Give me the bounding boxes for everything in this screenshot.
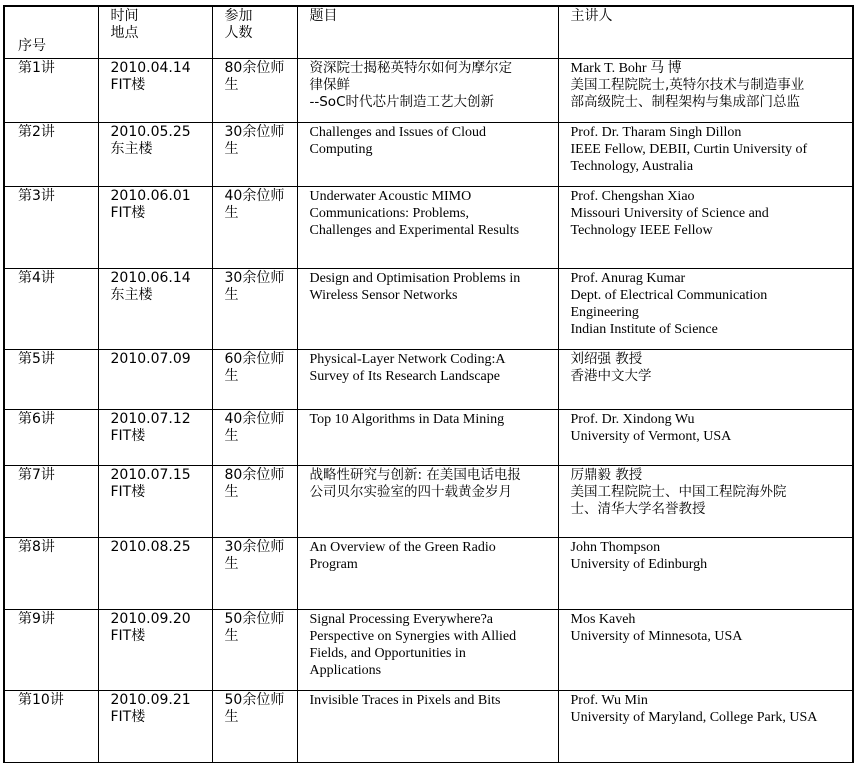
attendance-cell	[212, 269, 297, 350]
topic-cell	[297, 350, 558, 410]
lecture-date: 2010.06.14	[110, 270, 191, 286]
lecture-number-cell	[4, 350, 98, 410]
speaker-cell	[558, 466, 853, 538]
lecture-number: 第2讲	[18, 124, 55, 140]
lecture-number-cell	[4, 410, 98, 466]
speaker-line: 刘绍强 教授	[570, 351, 643, 367]
attendance-cell	[212, 123, 297, 187]
lecture-number: 第8讲	[18, 539, 55, 555]
topic-line: 资深院士揭秘英特尔如何为摩尔定	[309, 60, 512, 76]
table-row	[4, 350, 853, 410]
time-place-cell	[98, 691, 212, 763]
speaker-line: Mos Kaveh	[570, 612, 636, 627]
speaker-line: Prof. Dr. Tharam Singh Dillon	[570, 125, 742, 140]
lecture-date: 2010.04.14	[110, 60, 191, 76]
lecture-number: 第6讲	[18, 411, 55, 427]
speaker-line: Dept. of Electrical Communication	[570, 288, 768, 303]
topic-line: Computing	[309, 142, 373, 157]
speaker-cell	[558, 691, 853, 763]
header-no: 序号	[4, 6, 98, 59]
topic-cell	[297, 538, 558, 610]
lecture-place: 东主楼	[110, 287, 153, 303]
attendance-cell	[212, 610, 297, 691]
attendance-count: 50余位师生	[224, 611, 285, 644]
speaker-cell	[558, 269, 853, 350]
lecture-number: 第10讲	[18, 692, 64, 708]
header-speaker: 主讲人	[558, 6, 853, 59]
attendance-count: 40余位师生	[224, 188, 285, 221]
speaker-cell	[558, 410, 853, 466]
speaker-line: University of Minnesota, USA	[570, 629, 743, 644]
topic-line: 律保鲜	[309, 77, 350, 93]
topic-line: An Overview of the Green Radio	[309, 540, 496, 555]
lecture-place: FIT楼	[110, 205, 146, 221]
lecture-number-cell	[4, 123, 98, 187]
lecture-number: 第7讲	[18, 467, 55, 483]
topic-line: 战略性研究与创新: 在美国电话电报	[309, 467, 521, 483]
topic-cell	[297, 123, 558, 187]
attendance-count: 30余位师生	[224, 539, 285, 572]
topic-line: Fields, and Opportunities in	[309, 646, 466, 661]
time-place-cell	[98, 350, 212, 410]
header-attendance-2: 人数	[224, 25, 253, 41]
lecture-date: 2010.07.15	[110, 467, 191, 483]
time-place-cell	[98, 123, 212, 187]
attendance-count: 40余位师生	[224, 411, 285, 444]
header-attendance-1: 参加	[224, 8, 253, 24]
time-place-cell	[98, 466, 212, 538]
speaker-cell	[558, 610, 853, 691]
lecture-place: FIT楼	[110, 428, 146, 444]
speaker-line: Prof. Wu Min	[570, 693, 648, 708]
topic-line: Challenges and Experimental Results	[309, 223, 520, 238]
speaker-cell	[558, 187, 853, 269]
lecture-place: FIT楼	[110, 484, 146, 500]
topic-line: Physical-Layer Network Coding:A	[309, 352, 506, 367]
topic-cell	[297, 59, 558, 123]
attendance-count: 50余位师生	[224, 692, 285, 725]
lecture-number-cell	[4, 269, 98, 350]
lecture-place: FIT楼	[110, 77, 146, 93]
lecture-number-cell	[4, 538, 98, 610]
header-time-place	[98, 6, 212, 59]
speaker-line: 香港中文大学	[570, 368, 652, 384]
topic-line: Challenges and Issues of Cloud	[309, 125, 487, 140]
header-time: 时间	[110, 8, 139, 24]
topic-cell	[297, 410, 558, 466]
table-row	[4, 538, 853, 610]
attendance-count: 80余位师生	[224, 60, 285, 93]
topic-cell	[297, 466, 558, 538]
speaker-line: University of Edinburgh	[570, 557, 708, 572]
attendance-cell	[212, 59, 297, 123]
topic-line: Program	[309, 557, 358, 572]
attendance-cell	[212, 350, 297, 410]
speaker-line: Prof. Dr. Xindong Wu	[570, 412, 695, 427]
speaker-line: John Thompson	[570, 540, 661, 555]
lecture-number-cell	[4, 691, 98, 763]
lecture-date: 2010.07.12	[110, 411, 191, 427]
speaker-line: 美国工程院院士、中国工程院海外院	[570, 484, 787, 500]
time-place-cell	[98, 410, 212, 466]
speaker-line: Prof. Chengshan Xiao	[570, 189, 695, 204]
lecture-place: 东主楼	[110, 141, 153, 157]
table-row	[4, 187, 853, 269]
speaker-line: Technology, Australia	[570, 159, 694, 174]
time-place-cell	[98, 269, 212, 350]
lecture-number: 第4讲	[18, 270, 55, 286]
topic-line: 公司贝尔实验室的四十载黄金岁月	[309, 484, 512, 500]
topic-line: --SoC时代芯片制造工艺大创新	[309, 94, 494, 110]
lecture-date: 2010.08.25	[110, 539, 191, 555]
speaker-line: 部高级院士、制程架构与集成部门总监	[570, 94, 800, 110]
lecture-place: FIT楼	[110, 709, 146, 725]
table-row	[4, 410, 853, 466]
speaker-line: University of Maryland, College Park, USA	[570, 710, 818, 725]
attendance-cell	[212, 538, 297, 610]
table-row	[4, 691, 853, 763]
attendance-cell	[212, 691, 297, 763]
lecture-date: 2010.06.01	[110, 188, 191, 204]
header-attendance	[212, 6, 297, 59]
topic-line: Design and Optimisation Problems in	[309, 271, 521, 286]
topic-cell	[297, 187, 558, 269]
table-row	[4, 123, 853, 187]
topic-cell	[297, 691, 558, 763]
speaker-line: 美国工程院院士,英特尔技术与制造事业	[570, 77, 805, 93]
topic-line: Signal Processing Everywhere?a	[309, 612, 493, 627]
lecture-number: 第1讲	[18, 60, 55, 76]
header-row	[4, 6, 853, 59]
time-place-cell	[98, 187, 212, 269]
speaker-line: Engineering	[570, 305, 639, 320]
attendance-cell	[212, 410, 297, 466]
attendance-count: 60余位师生	[224, 351, 285, 384]
table-row	[4, 59, 853, 123]
topic-line: Survey of Its Research Landscape	[309, 369, 500, 384]
lecture-number-cell	[4, 610, 98, 691]
table-row	[4, 466, 853, 538]
topic-cell	[297, 269, 558, 350]
speaker-cell	[558, 538, 853, 610]
time-place-cell	[98, 610, 212, 691]
speaker-line: 士、清华大学名誉教授	[570, 501, 706, 517]
lecture-date: 2010.09.21	[110, 692, 191, 708]
lecture-number-cell	[4, 59, 98, 123]
lecture-place: FIT楼	[110, 628, 146, 644]
attendance-cell	[212, 466, 297, 538]
topic-line: Top 10 Algorithms in Data Mining	[309, 412, 505, 427]
speaker-line: IEEE Fellow, DEBII, Curtin University of	[570, 142, 808, 157]
speaker-line: Technology IEEE Fellow	[570, 223, 713, 238]
lecture-date: 2010.05.25	[110, 124, 191, 140]
speaker-cell	[558, 123, 853, 187]
attendance-cell	[212, 187, 297, 269]
lecture-number-cell	[4, 187, 98, 269]
lecture-number: 第9讲	[18, 611, 55, 627]
table-row	[4, 610, 853, 691]
lecture-number: 第5讲	[18, 351, 55, 367]
speaker-line: University of Vermont, USA	[570, 429, 732, 444]
topic-line: Perspective on Synergies with Allied	[309, 629, 517, 644]
lecture-date: 2010.07.09	[110, 351, 191, 367]
header-place: 地点	[110, 25, 139, 41]
topic-line: Underwater Acoustic MIMO	[309, 189, 472, 204]
speaker-line: Indian Institute of Science	[570, 322, 718, 337]
header-topic: 题目	[297, 6, 558, 59]
attendance-count: 30余位师生	[224, 270, 285, 303]
lecture-date: 2010.09.20	[110, 611, 191, 627]
topic-line: Communications: Problems,	[309, 206, 469, 221]
table-row	[4, 269, 853, 350]
lecture-table	[3, 5, 854, 763]
topic-cell	[297, 610, 558, 691]
time-place-cell	[98, 538, 212, 610]
speaker-line: Prof. Anurag Kumar	[570, 271, 686, 286]
time-place-cell	[98, 59, 212, 123]
topic-line: Invisible Traces in Pixels and Bits	[309, 693, 501, 708]
speaker-line: Missouri University of Science and	[570, 206, 769, 221]
speaker-line: Mark T. Bohr 马 博	[570, 61, 682, 76]
lecture-number-cell	[4, 466, 98, 538]
topic-line: Applications	[309, 663, 382, 678]
speaker-cell	[558, 59, 853, 123]
topic-line: Wireless Sensor Networks	[309, 288, 458, 303]
attendance-count: 80余位师生	[224, 467, 285, 500]
speaker-cell	[558, 350, 853, 410]
attendance-count: 30余位师生	[224, 124, 285, 157]
lecture-number: 第3讲	[18, 188, 55, 204]
speaker-line: 厉鼎毅 教授	[570, 467, 643, 483]
